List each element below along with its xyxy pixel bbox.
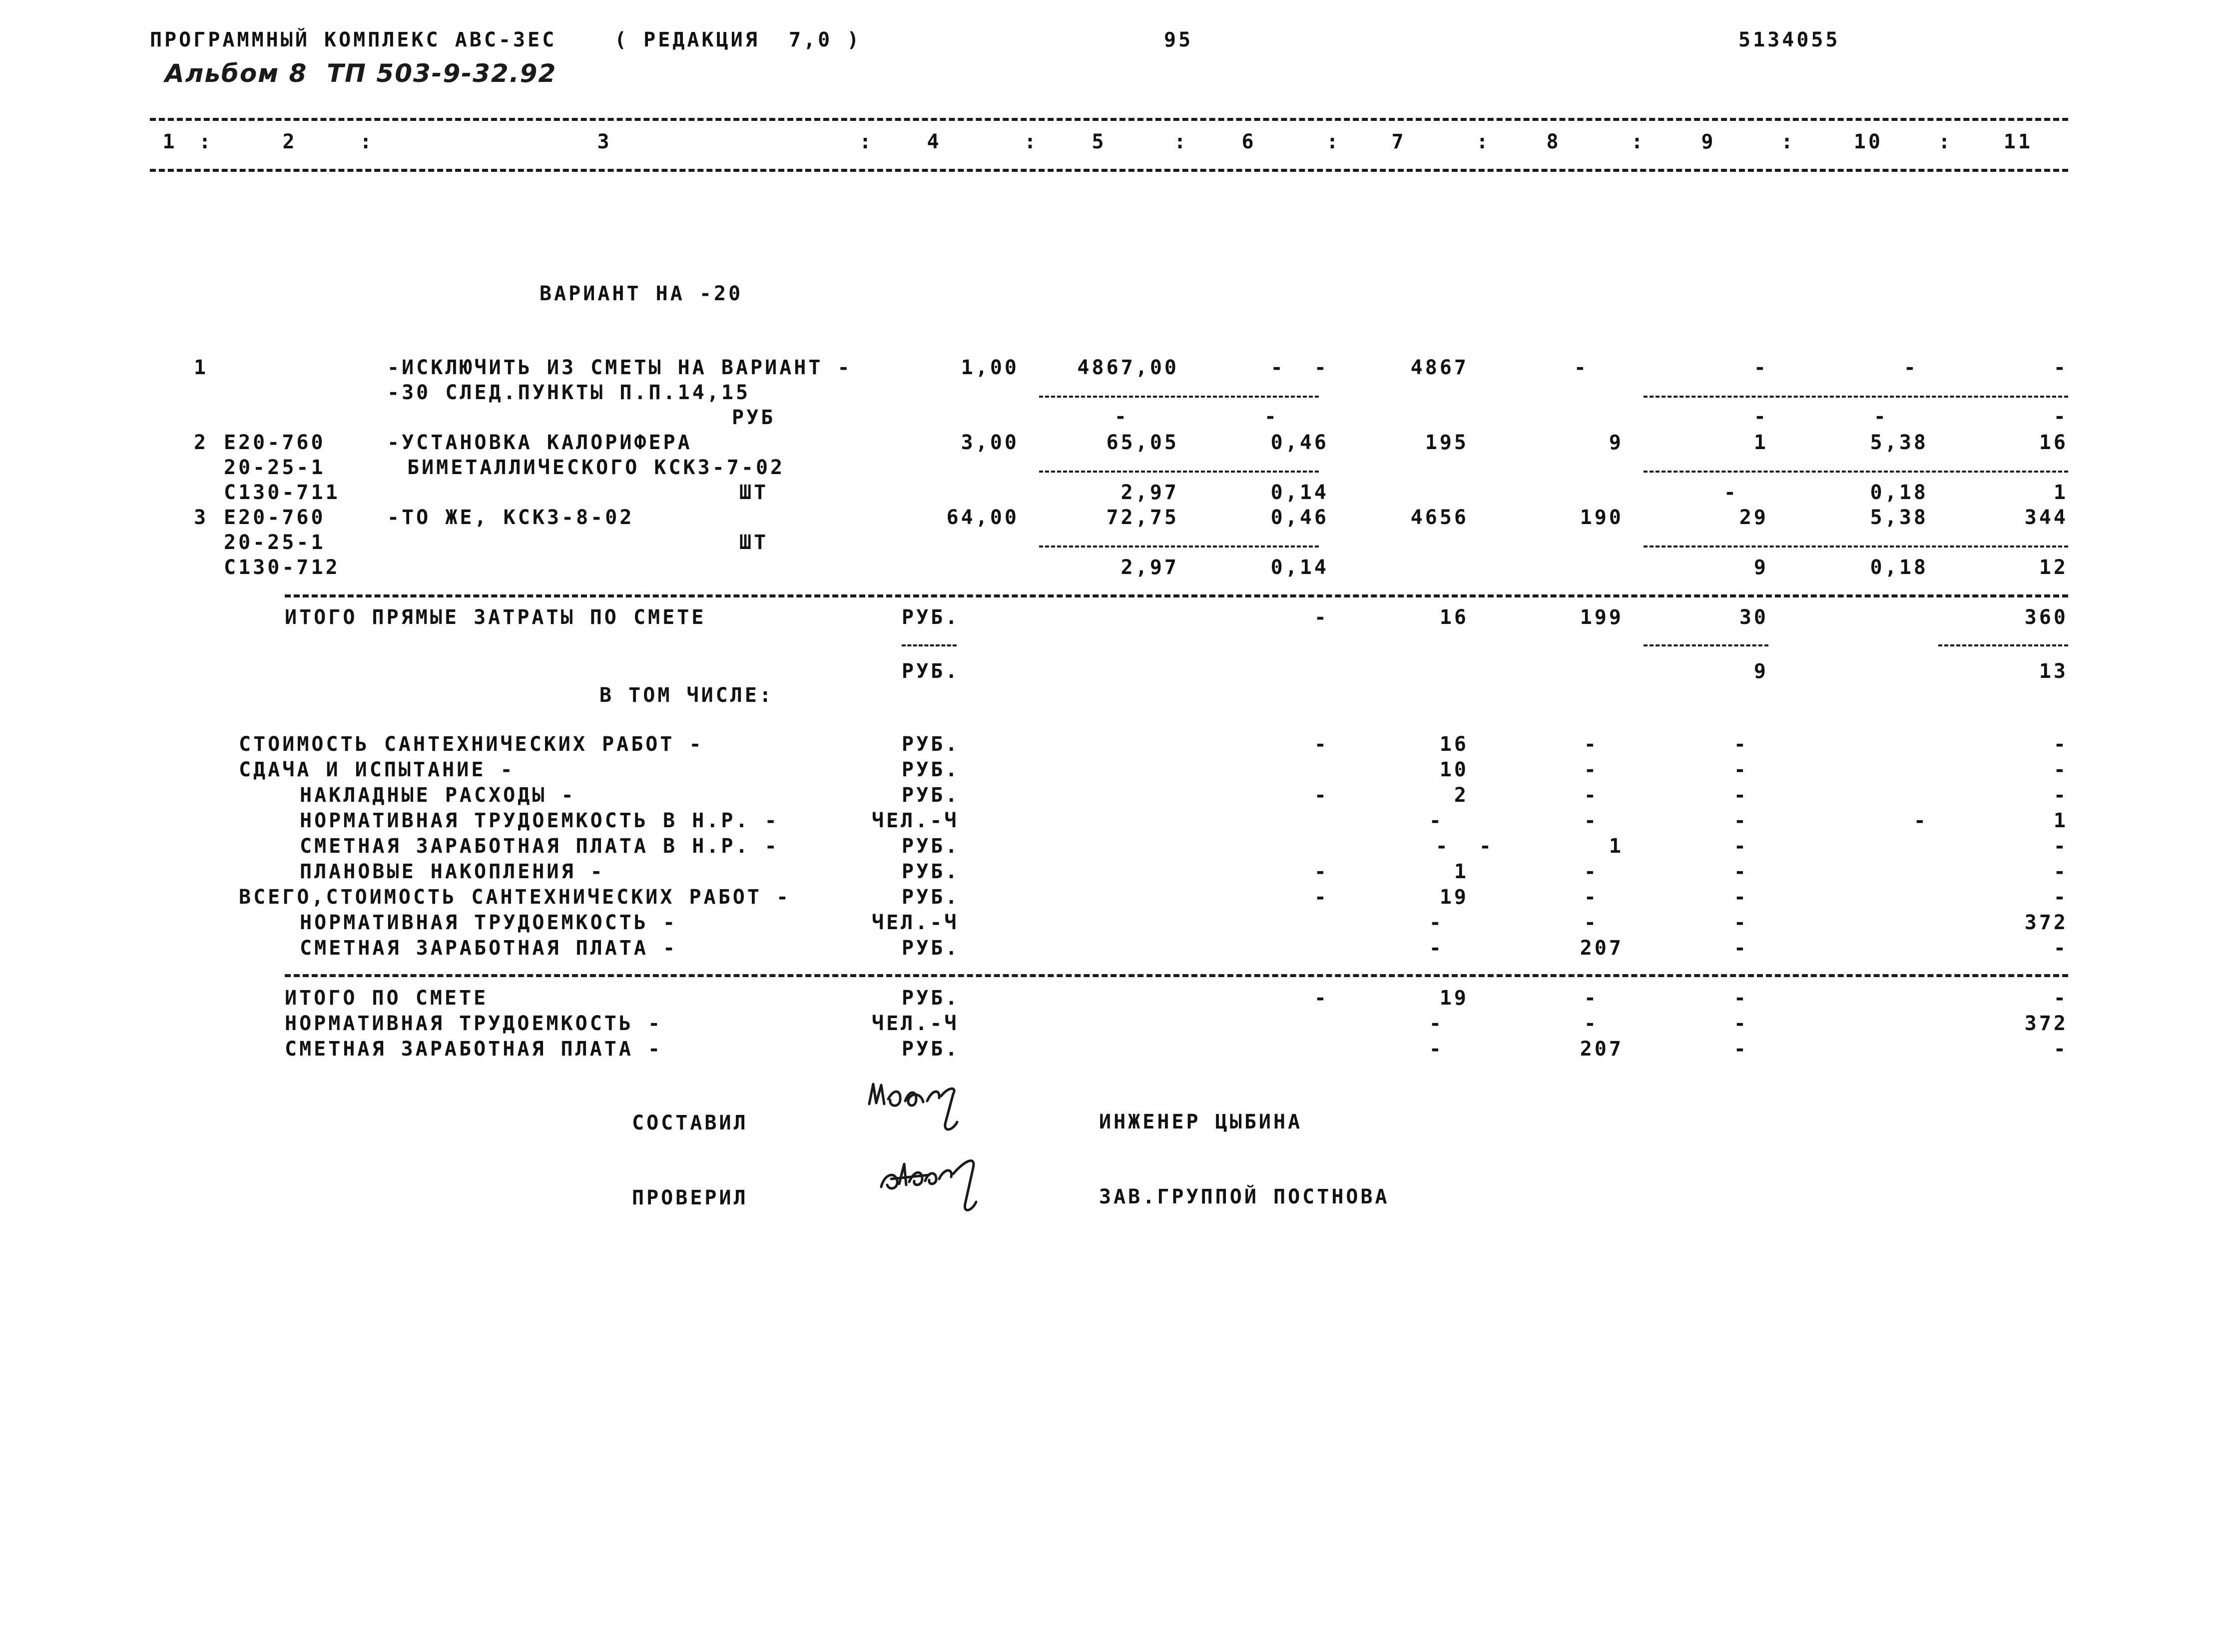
total-col11: 360	[2024, 606, 2068, 629]
grand-total-col6: -	[1314, 987, 1329, 1010]
breakdown-col7: 19	[1439, 886, 1469, 909]
sub-rule	[1039, 546, 1319, 548]
row-col9: -	[1753, 356, 1768, 379]
row-total-cost: 4656	[1410, 506, 1469, 529]
column-number: 8	[1546, 130, 1561, 153]
row-code-2: 20-25-1	[224, 531, 326, 554]
checked-by-name: ЗАВ.ГРУППОЙ ПОСТНОВА	[1099, 1185, 1390, 1208]
breakdown-col7: -	[1429, 937, 1444, 960]
breakdown-col8: 207	[1580, 937, 1624, 960]
column-separator: :	[1938, 130, 1953, 153]
total-col7: 16	[1439, 606, 1469, 629]
breakdown-unit: РУБ.	[902, 784, 960, 807]
breakdown-col11: -	[2053, 758, 2068, 781]
breakdown-col7: 2	[1454, 784, 1469, 807]
column-separator: :	[1174, 130, 1189, 153]
row-col6-wages: 0,14	[1270, 556, 1329, 579]
row-number: 1	[194, 356, 209, 379]
column-separator: :	[1024, 130, 1039, 153]
row-col6-wages: -	[1264, 405, 1279, 428]
row-col11-wages: 1	[2053, 481, 2068, 504]
grand-total-col7: -	[1429, 1012, 1444, 1035]
album-reference: Альбом 8 ТП 503-9-32.92	[165, 59, 557, 88]
breakdown-col8: 1	[1609, 835, 1624, 858]
row-col6-wages: 0,14	[1270, 481, 1329, 504]
total-label: ИТОГО ПРЯМЫЕ ЗАТРАТЫ ПО СМЕТЕ	[285, 606, 706, 629]
grand-total-col9: -	[1733, 1038, 1748, 1061]
grand-total-unit: РУБ.	[902, 1038, 960, 1061]
sub-rule	[1644, 546, 2068, 548]
sub-rule	[902, 644, 957, 646]
breakdown-label: ВСЕГО,СТОИМОСТЬ САНТЕХНИЧЕСКИХ РАБОТ -	[239, 886, 791, 909]
breakdown-col9: -	[1733, 784, 1748, 807]
edition: ( РЕДАКЦИЯ 7,0 )	[614, 28, 862, 51]
row-description: -ТО ЖЕ, КСК3-8-02	[387, 506, 634, 529]
breakdown-col11: 1	[2053, 809, 2068, 832]
column-number: 1	[162, 130, 177, 153]
breakdown-col8: -	[1584, 758, 1599, 781]
breakdown-col9: -	[1733, 758, 1748, 781]
grand-total-unit: ЧЕЛ.-Ч	[872, 1012, 959, 1035]
row-description: -УСТАНОВКА КАЛОРИФЕРА	[387, 431, 692, 454]
breakdown-col6: -	[1314, 886, 1329, 909]
breakdown-col11: -	[2053, 860, 2068, 883]
breakdown-label: СМЕТНАЯ ЗАРАБОТНАЯ ПЛАТА В Н.Р. -	[300, 835, 779, 858]
grand-total-unit: РУБ.	[902, 987, 960, 1010]
breakdown-col8: -	[1584, 860, 1599, 883]
breakdown-col8: -	[1584, 784, 1599, 807]
breakdown-col9: -	[1733, 860, 1748, 883]
grand-total-col11: -	[2053, 987, 2068, 1010]
row-col9: 1	[1753, 431, 1768, 454]
column-separator: :	[1476, 130, 1491, 153]
column-separator: :	[1631, 130, 1646, 153]
signature-checked-mark	[869, 1139, 1019, 1219]
row-col6: 0,46	[1270, 506, 1329, 529]
row-unit-cost-wages: -	[1114, 405, 1129, 428]
breakdown-label: СТОИМОСТЬ САНТЕХНИЧЕСКИХ РАБОТ -	[239, 733, 704, 756]
breakdown-col8: -	[1584, 809, 1599, 832]
row-col9-wages: -	[1753, 405, 1768, 428]
row-col11: 16	[2039, 431, 2068, 454]
breakdown-col11: -	[2053, 835, 2068, 858]
breakdown-label: НОРМАТИВНАЯ ТРУДОЕМКОСТЬ -	[300, 911, 678, 934]
breakdown-unit: РУБ.	[902, 835, 960, 858]
row-unit: ШТ	[739, 531, 769, 554]
row-code-3: С130-711	[224, 481, 340, 504]
row-col6: 0,46	[1270, 431, 1329, 454]
sub-rule	[1644, 396, 2068, 398]
breakdown-col9: -	[1733, 886, 1748, 909]
column-number: 7	[1391, 130, 1406, 153]
row-col10: 5,38	[1870, 431, 1928, 454]
header-rule-bottom	[150, 169, 2068, 172]
row-code-2: 20-25-1	[224, 456, 326, 479]
column-number: 9	[1701, 130, 1716, 153]
row-quantity: 1,00	[961, 356, 1019, 379]
row-unit-cost: 65,05	[1106, 431, 1179, 454]
grand-total-rule	[285, 974, 2068, 977]
row-quantity: 64,00	[946, 506, 1019, 529]
total-rule	[285, 594, 2068, 597]
breakdown-col8: -	[1584, 911, 1599, 934]
row-unit-cost-wages: 2,97	[1120, 556, 1179, 579]
breakdown-col11: -	[2053, 733, 2068, 756]
row-col9-wages: 9	[1753, 556, 1768, 579]
total-col9: 30	[1739, 606, 1768, 629]
breakdown-col11: -	[2053, 937, 2068, 960]
row-unit-cost: 72,75	[1106, 506, 1179, 529]
grand-total-col9: -	[1733, 1012, 1748, 1035]
total-col11-wages: 13	[2039, 660, 2068, 683]
sub-rule	[1644, 471, 2068, 473]
breakdown-unit: РУБ.	[902, 937, 960, 960]
breakdown-label: НАКЛАДНЫЕ РАСХОДЫ -	[300, 784, 576, 807]
row-col9-wages: -	[1723, 481, 1738, 504]
row-code: Е20-760	[224, 431, 326, 454]
breakdown-unit: РУБ.	[902, 758, 960, 781]
column-number: 4	[927, 130, 942, 153]
sub-rule	[1039, 396, 1319, 398]
breakdown-unit: ЧЕЛ.-Ч	[872, 911, 959, 934]
row-col8: 9	[1609, 431, 1624, 454]
row-col8: -	[1574, 356, 1589, 379]
row-col6: - -	[1270, 356, 1329, 379]
sub-rule	[1039, 471, 1319, 473]
row-unit-cost-wages: 2,97	[1120, 481, 1179, 504]
grand-total-label: ИТОГО ПО СМЕТЕ	[285, 987, 489, 1010]
row-col11-wages: 12	[2039, 556, 2068, 579]
breakdown-col8: -	[1584, 733, 1599, 756]
breakdown-col11: -	[2053, 886, 2068, 909]
grand-total-label: СМЕТНАЯ ЗАРАБОТНАЯ ПЛАТА -	[285, 1038, 663, 1061]
row-description-continued: -30 СЛЕД.ПУНКТЫ П.П.14,15	[387, 381, 751, 404]
compiled-by-label: СОСТАВИЛ	[632, 1111, 748, 1134]
breakdown-label: ПЛАНОВЫЕ НАКОПЛЕНИЯ -	[300, 860, 605, 883]
breakdown-col7: -	[1429, 809, 1444, 832]
column-separator: :	[360, 130, 375, 153]
breakdown-label: СДАЧА И ИСПЫТАНИЕ -	[239, 758, 515, 781]
column-number: 11	[2003, 130, 2033, 153]
breakdown-unit: РУБ.	[902, 860, 960, 883]
row-col9: 29	[1739, 506, 1768, 529]
total-unit: РУБ.	[902, 606, 960, 629]
row-code-3: С130-712	[224, 556, 340, 579]
column-number: 3	[597, 130, 612, 153]
breakdown-label: НОРМАТИВНАЯ ТРУДОЕМКОСТЬ В Н.Р. -	[300, 809, 779, 832]
breakdown-col11: 372	[2024, 911, 2068, 934]
breakdown-unit: РУБ.	[902, 733, 960, 756]
breakdown-col7: 10	[1439, 758, 1469, 781]
row-col8: 190	[1580, 506, 1624, 529]
breakdown-col10: -	[1913, 809, 1928, 832]
grand-total-col9: -	[1733, 987, 1748, 1010]
row-unit: РУБ	[732, 406, 776, 429]
grand-total-col11: -	[2053, 1038, 2068, 1061]
row-description: -ИСКЛЮЧИТЬ ИЗ СМЕТЫ НА ВАРИАНТ -	[387, 356, 852, 379]
row-col10-wages: 0,18	[1870, 481, 1928, 504]
breakdown-col9: -	[1733, 733, 1748, 756]
grand-total-label: НОРМАТИВНАЯ ТРУДОЕМКОСТЬ -	[285, 1012, 663, 1035]
row-col10-wages: -	[1873, 405, 1888, 428]
grand-total-col7: 19	[1439, 987, 1469, 1010]
column-number: 10	[1853, 130, 1883, 153]
breakdown-col6: -	[1314, 860, 1329, 883]
column-separator: :	[859, 130, 874, 153]
including-label: В ТОМ ЧИСЛЕ:	[599, 684, 774, 707]
row-col11: 344	[2024, 506, 2068, 529]
row-col11: -	[2053, 356, 2068, 379]
breakdown-col7: - -	[1435, 835, 1494, 858]
document-code: 5134055	[1738, 28, 1840, 51]
breakdown-col7: 16	[1439, 733, 1469, 756]
program-name: ПРОГРАММНЫЙ КОМПЛЕКС АВС-3ЕС	[150, 28, 557, 51]
breakdown-col11: -	[2053, 784, 2068, 807]
grand-total-col7: -	[1429, 1038, 1444, 1061]
breakdown-col9: -	[1733, 809, 1748, 832]
grand-total-col8: -	[1584, 1012, 1599, 1035]
breakdown-col6: -	[1314, 784, 1329, 807]
breakdown-label: СМЕТНАЯ ЗАРАБОТНАЯ ПЛАТА -	[300, 937, 678, 960]
row-code: Е20-760	[224, 506, 326, 529]
total-col8: 199	[1580, 606, 1624, 629]
row-number: 2	[194, 431, 209, 454]
row-total-cost: 4867	[1410, 356, 1469, 379]
breakdown-col9: -	[1733, 835, 1748, 858]
header-rule-top	[150, 118, 2068, 121]
row-unit-cost: 4867,00	[1077, 356, 1179, 379]
column-number: 6	[1241, 130, 1256, 153]
total-unit-2: РУБ.	[902, 660, 960, 683]
column-separator: :	[1326, 130, 1341, 153]
sub-rule	[1938, 644, 2068, 646]
page-number: 95	[1164, 28, 1193, 51]
column-separator: :	[1781, 130, 1796, 153]
variant-title: ВАРИАНТ НА -20	[540, 282, 743, 305]
checked-by-label: ПРОВЕРИЛ	[632, 1186, 748, 1209]
grand-total-col11: 372	[2024, 1012, 2068, 1035]
row-col10: -	[1903, 356, 1918, 379]
grand-total-col8: 207	[1580, 1038, 1624, 1061]
total-col6: -	[1314, 606, 1329, 629]
breakdown-unit: РУБ.	[902, 886, 960, 909]
breakdown-col7: 1	[1454, 860, 1469, 883]
column-separator: :	[199, 130, 214, 153]
row-total-cost: 195	[1425, 431, 1469, 454]
breakdown-col7: -	[1429, 911, 1444, 934]
signature-compiled-mark	[859, 1074, 1009, 1144]
row-description-continued: БИМЕТАЛЛИЧЕСКОГО КСК3-7-02	[407, 456, 785, 479]
row-unit: ШТ	[739, 481, 769, 504]
breakdown-unit: ЧЕЛ.-Ч	[872, 809, 959, 832]
row-quantity: 3,00	[961, 431, 1019, 454]
column-number: 2	[282, 130, 297, 153]
row-col10-wages: 0,18	[1870, 556, 1928, 579]
breakdown-col8: -	[1584, 886, 1599, 909]
sub-rule	[1644, 644, 1768, 646]
compiled-by-name: ИНЖЕНЕР ЦЫБИНА	[1099, 1110, 1303, 1133]
row-col10: 5,38	[1870, 506, 1928, 529]
column-number: 5	[1092, 130, 1106, 153]
row-number: 3	[194, 506, 209, 529]
breakdown-col9: -	[1733, 911, 1748, 934]
row-col11-wages: -	[2053, 405, 2068, 428]
breakdown-col9: -	[1733, 937, 1748, 960]
total-col9-wages: 9	[1753, 660, 1768, 683]
grand-total-col8: -	[1584, 987, 1599, 1010]
breakdown-col6: -	[1314, 733, 1329, 756]
